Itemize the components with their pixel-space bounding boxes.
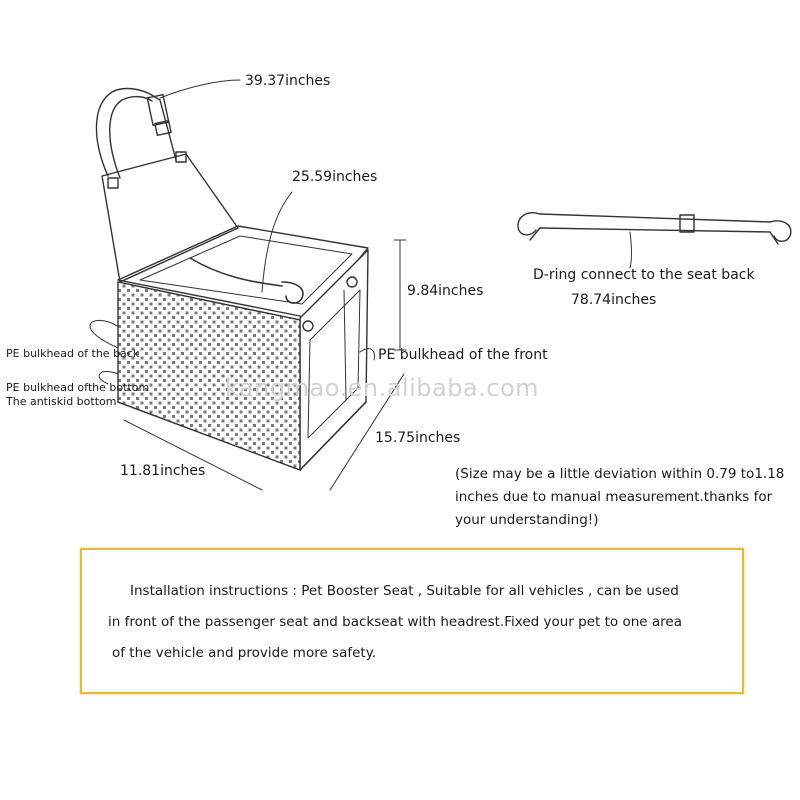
antiskid-label: The antiskid bottom <box>6 395 117 408</box>
front-panel <box>300 250 368 470</box>
dring-hook-left <box>518 213 540 240</box>
height-dimension-line <box>394 240 406 350</box>
dring-strap <box>540 214 770 232</box>
size-note-line1: (Size may be a little deviation within 0.79 to1.18 <box>455 466 785 482</box>
dring-hook-right <box>770 221 791 244</box>
backrest-panel <box>102 154 238 282</box>
strap-length-label: 39.37inches <box>245 73 331 89</box>
pe-bottom-label: PE bulkhead ofthe bottom <box>6 381 150 394</box>
size-note-line2: inches due to manual measurement.thanks for <box>455 489 773 505</box>
depth-label: 15.75inches <box>375 430 461 446</box>
top-length-label: 25.59inches <box>292 169 378 185</box>
installation-line2: in front of the passenger seat and backseat with headrest.Fixed your pet to one area <box>108 614 682 630</box>
size-note <box>455 463 785 532</box>
installation-line1: Installation instructions : Pet Booster Seat , Suitable for all vehicles , can be used <box>130 583 679 599</box>
height-label: 9.84inches <box>407 283 484 299</box>
watermark: kangmao.en.alibaba.com <box>225 374 540 402</box>
installation-box <box>80 548 744 694</box>
size-note-line3: your understanding!) <box>455 512 599 528</box>
installation-line3: of the vehicle and provide more safety. <box>112 645 377 661</box>
pe-front-label: PE bulkhead of the front <box>378 347 548 363</box>
width-label: 11.81inches <box>120 463 206 479</box>
dring-strap-length-label: 78.74inches <box>571 292 657 308</box>
dring-label: D-ring connect to the seat back <box>533 267 755 283</box>
pe-back-label: PE bulkhead of the back <box>6 347 140 360</box>
